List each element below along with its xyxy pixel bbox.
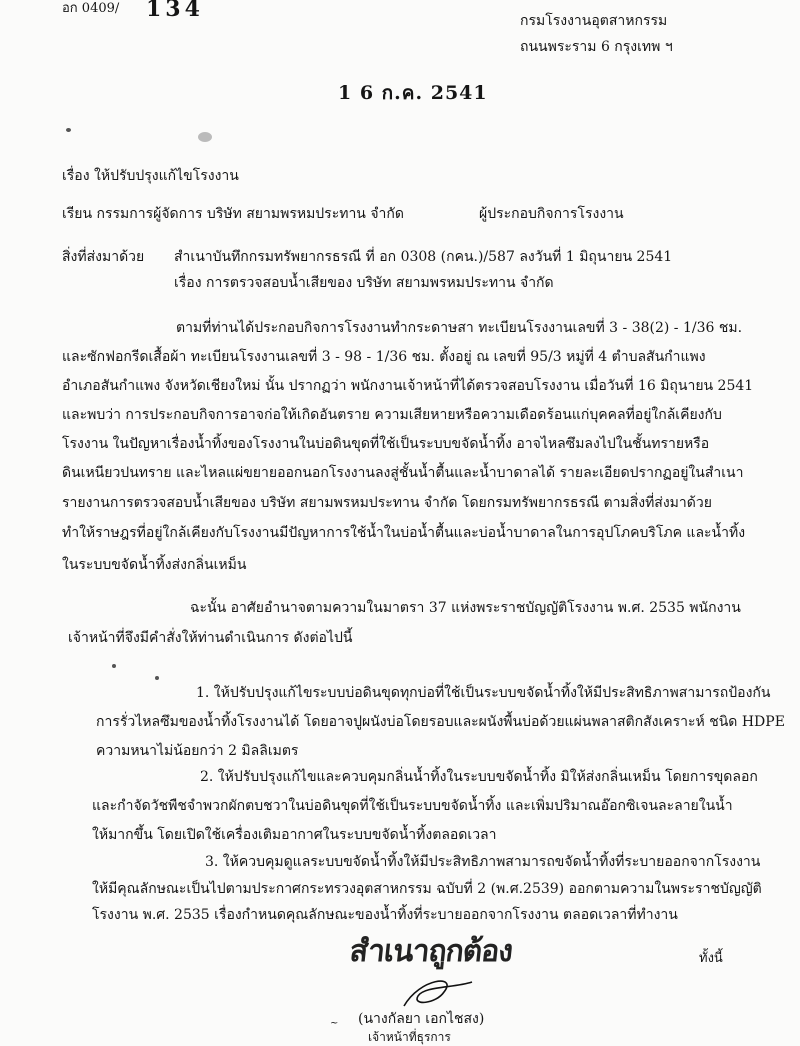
enclosure-text: สำเนาบันทึกกรมทรัพยากรธรณี ที่ อก 0308 (กคน.)/587 ลงวันที่ 1 มิถุนายน 2541	[174, 249, 673, 265]
document-number-stamp: 134	[146, 0, 204, 22]
scan-speck	[155, 676, 159, 680]
body-line: ทำให้ราษฎรที่อยู่ใกล้เคียงกับโรงงานมีปัญหาการใช้น้ำในบ่อน้ำตื้นและบ่อน้ำบาดาลในการอุปโภคบริโภค และน้ำทิ้ง	[62, 525, 746, 541]
subject-line: เรื่อง ให้ปรับปรุงแก้ไขโรงงาน	[62, 168, 239, 184]
order-item-3: 3. ให้ควบคุมดูแลระบบขจัดน้ำทิ้งให้มีประสิทธิภาพสามารถขจัดน้ำทิ้งที่ระบายออกจากโรงงาน	[205, 854, 761, 870]
addressee-role: ผู้ประกอบกิจการโรงงาน	[479, 206, 624, 222]
addressee-line: เรียน กรรมการผู้จัดการ บริษัท สยามพรหมประทาน จำกัด	[62, 206, 404, 222]
body-line: เจ้าหน้าที่จึงมีคำสั่งให้ท่านดำเนินการ ดังต่อไปนี้	[68, 630, 353, 646]
body-line: และพบว่า การประกอบกิจการอาจก่อให้เกิดอันตราย ความเสียหายหรือความเดือดร้อนแก่บุคคลที่อยู่ใกล้เคียงกับ	[62, 407, 722, 423]
signer-name: (นางกัลยา เอกไชสง)	[358, 1011, 485, 1027]
order-item-2-cont: และกำจัดวัชพืชจำพวกผักตบชวาในบ่อดินขุดที่ใช้เป็นระบบขจัดน้ำทิ้ง และเพิ่มปริมาณอ๊อกซิเจนละลายในน้ำ	[92, 798, 733, 814]
order-item-3-cont: โรงงาน พ.ศ. 2535 เรื่องกำหนดคุณลักษณะของน้ำทิ้งที่ระบายออกจากโรงงาน ตลอดเวลาที่ทำงาน	[92, 907, 678, 923]
document-number: อก 0409/	[62, 1, 120, 16]
body-line: รายงานการตรวจสอบน้ำเสียของ บริษัท สยามพรหมประทาน จำกัด โดยกรมทรัพยากรธรณี ตามสิ่งที่ส่งมาด้วย	[62, 495, 712, 511]
body-line: อำเภอสันกำแพง จังหวัดเชียงใหม่ นั้น ปรากฏว่า พนักงานเจ้าหน้าที่ได้ตรวจสอบโรงงาน เมื่อวันที่ 16 มิถุนายน 2541	[62, 378, 754, 394]
enclosure-subline: เรื่อง การตรวจสอบน้ำเสียของ บริษัท สยามพรหมประทาน จำกัด	[174, 275, 554, 291]
scan-speck	[66, 128, 71, 132]
order-item-1-cont: ความหนาไม่น้อยกว่า 2 มิลลิเมตร	[96, 743, 299, 759]
scan-mark: ~	[330, 1018, 339, 1029]
order-item-2: 2. ให้ปรับปรุงแก้ไขและควบคุมกลิ่นน้ำทิ้งในระบบขจัดน้ำทิ้ง มิให้ส่งกลิ่นเหม็น โดยการขุดลอก	[200, 769, 758, 785]
enclosure-label: สิ่งที่ส่งมาด้วย	[62, 249, 145, 265]
body-line: ตามที่ท่านได้ประกอบกิจการโรงงานทำกระดาษสา ทะเบียนโรงงานเลขที่ 3 - 38(2) - 1/36 ชม.	[176, 320, 743, 336]
body-line: ฉะนั้น อาศัยอำนาจตามความในมาตรา 37 แห่งพระราชบัญญัติโรงงาน พ.ศ. 2535 พนักงาน	[190, 600, 741, 616]
body-line: และซักฟอกรีดเสื้อผ้า ทะเบียนโรงงานเลขที่ 3 - 98 - 1/36 ชม. ตั้งอยู่ ณ เลขที่ 95/3 หมู่ที่ 4 ตำบลสันกำแพง	[62, 349, 706, 365]
signer-title: เจ้าหน้าที่ธุรการ	[368, 1030, 451, 1044]
scan-speck	[198, 132, 212, 142]
body-line: ดินเหนียวปนทราย และไหลแผ่ขยายออกนอกโรงงานลงสู่ชั้นน้ำตื้นและน้ำบาดาลได้ รายละเอียดปรากฏอยู่ในสำเนา	[62, 465, 744, 481]
scan-speck	[112, 664, 116, 668]
body-line: ในระบบขจัดน้ำทิ้งส่งกลิ่นเหม็น	[62, 557, 247, 573]
order-item-3-cont: ให้มีคุณลักษณะเป็นไปตามประกาศกระทรวงอุตสาหกรรม ฉบับที่ 2 (พ.ศ.2539) ออกตามความในพระราชบัญญัติ	[92, 881, 762, 897]
certified-copy-stamp: สำเนาถูกต้อง	[348, 934, 514, 969]
sender-line-2: ถนนพระราม 6 กรุงเทพ ฯ	[520, 39, 673, 55]
body-line: โรงงาน ในปัญหาเรื่องน้ำทิ้งของโรงงานในบ่อดินขุดที่ใช้เป็นระบบขจัดน้ำทิ้ง อาจไหลซึมลงไปในชั้นทรายหรือ	[62, 436, 710, 452]
order-item-1-cont: การรั่วไหลซึมของน้ำทิ้งโรงงานได้ โดยอาจปูผนังบ่อโดยรอบและผนังพื้นบ่อด้วยแผ่นพลาสติกสังเคราะห์ ชนิด HDPE	[96, 714, 785, 730]
order-item-2-cont: ให้มากขึ้น โดยเปิดใช้เครื่องเติมอากาศในระบบขจัดน้ำทิ้งตลอดเวลา	[92, 827, 497, 843]
closing-text: ทั้งนี้	[699, 951, 723, 966]
order-item-1: 1. ให้ปรับปรุงแก้ไขระบบบ่อดินขุดทุกบ่อที่ใช้เป็นระบบขจัดน้ำทิ้งให้มีประสิทธิภาพสามารถป้องกัน	[196, 685, 771, 701]
document-date: 1 6 ก.ค. 2541	[338, 82, 488, 104]
sender-line-1: กรมโรงงานอุตสาหกรรม	[520, 13, 668, 29]
